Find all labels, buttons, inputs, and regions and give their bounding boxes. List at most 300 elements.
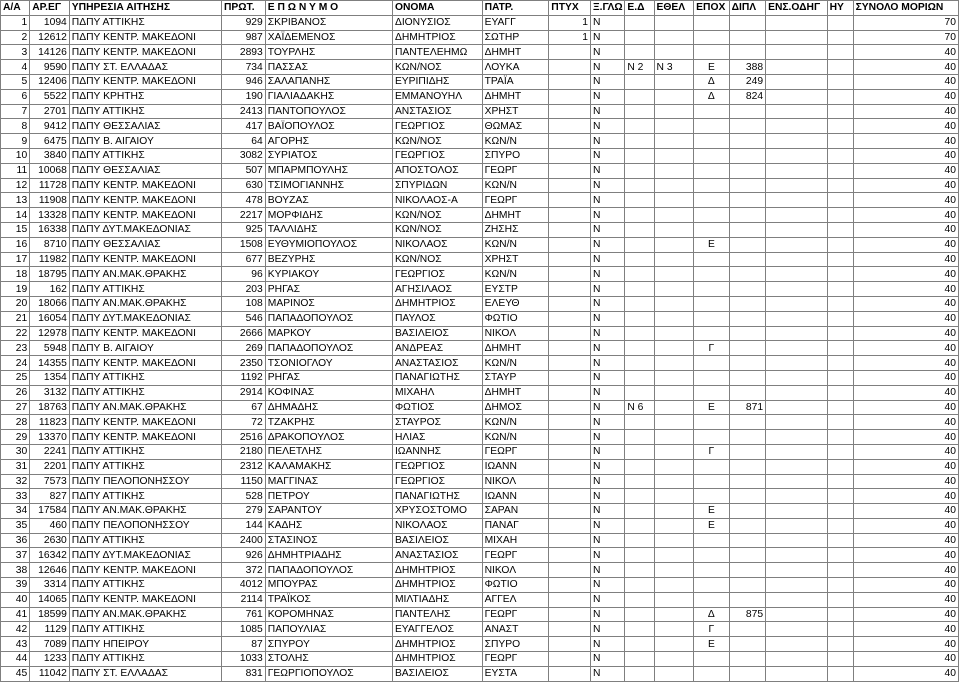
cell-ypiresia: ΠΔΠΥ ΚΕΝΤΡ. ΜΑΚΕΔΟΝΙ — [69, 74, 221, 89]
cell-synolo: 40 — [853, 578, 958, 593]
cell-epoch: Ε — [694, 400, 729, 415]
cell-dipl — [729, 208, 765, 223]
cell-epoch: Ε — [694, 237, 729, 252]
cell-patr: ΔΗΜΟΣ — [482, 400, 549, 415]
cell-patr: ΘΩΜΑΣ — [482, 119, 549, 134]
cell-ptych — [549, 267, 591, 282]
cell-hy — [827, 341, 853, 356]
cell-ed — [625, 652, 654, 667]
cell-eponymo: ΧΑΪΔΕΜΕΝΟΣ — [265, 30, 392, 45]
cell-onoma: ΓΕΩΡΓΙΟΣ — [392, 148, 482, 163]
cell-ethel — [654, 370, 694, 385]
header-synolo: ΣΥΝΟΛΟ ΜΟΡΙΩΝ — [853, 1, 958, 16]
cell-ed — [625, 356, 654, 371]
cell-prot: 831 — [221, 666, 265, 681]
cell-ypiresia: ΠΔΠΥ ΣΤ. ΕΛΛΑΔΑΣ — [69, 666, 221, 681]
cell-aa: 24 — [1, 356, 30, 371]
cell-onoma: ΠΑΝΑΓΙΩΤΗΣ — [392, 370, 482, 385]
cell-ypiresia: ΠΔΠΥ ΚΕΝΤΡ. ΜΑΚΕΔΟΝΙ — [69, 430, 221, 445]
cell-ed — [625, 15, 654, 30]
header-ptych: ΠΤΥΧ — [549, 1, 591, 16]
cell-epoch — [694, 252, 729, 267]
cell-ethel — [654, 474, 694, 489]
cell-aa: 34 — [1, 504, 30, 519]
cell-ethel — [654, 622, 694, 637]
cell-prot: 1508 — [221, 237, 265, 252]
cell-epoch: Δ — [694, 89, 729, 104]
cell-prot: 761 — [221, 607, 265, 622]
cell-ar-eg: 11982 — [30, 252, 70, 267]
cell-synolo: 40 — [853, 267, 958, 282]
cell-synolo: 40 — [853, 60, 958, 75]
table-row — [1, 370, 959, 385]
cell-ptych — [549, 444, 591, 459]
cell-aa: 5 — [1, 74, 30, 89]
cell-patr: ΓΕΩΡΓ — [482, 193, 549, 208]
cell-ens-odig — [766, 89, 828, 104]
table-row — [1, 193, 959, 208]
cell-synolo: 40 — [853, 607, 958, 622]
cell-onoma: ΧΡΥΣΟΣΤΟΜΟ — [392, 504, 482, 519]
cell-aa: 22 — [1, 326, 30, 341]
cell-ptych — [549, 45, 591, 60]
cell-ens-odig — [766, 30, 828, 45]
cell-ar-eg: 7089 — [30, 637, 70, 652]
cell-epoch — [694, 163, 729, 178]
table-row — [1, 415, 959, 430]
table-row — [1, 400, 959, 415]
cell-hy — [827, 45, 853, 60]
cell-eponymo: ΡΗΓΑΣ — [265, 282, 392, 297]
cell-ypiresia: ΠΔΠΥ ΑΝ.ΜΑΚ.ΘΡΑΚΗΣ — [69, 504, 221, 519]
cell-prot: 2180 — [221, 444, 265, 459]
cell-hy — [827, 444, 853, 459]
cell-onoma: ΒΑΣΙΛΕΙΟΣ — [392, 533, 482, 548]
cell-synolo: 70 — [853, 15, 958, 30]
cell-ypiresia: ΠΔΠΥ ΣΤ. ΕΛΛΑΔΑΣ — [69, 60, 221, 75]
cell-ar-eg: 1094 — [30, 15, 70, 30]
cell-hy — [827, 489, 853, 504]
cell-onoma: ΝΙΚΟΛΑΟΣ — [392, 237, 482, 252]
cell-synolo: 40 — [853, 45, 958, 60]
cell-prot: 1033 — [221, 652, 265, 667]
cell-ed — [625, 444, 654, 459]
cell-epoch — [694, 430, 729, 445]
cell-ens-odig — [766, 163, 828, 178]
table-row — [1, 356, 959, 371]
cell-ypiresia: ΠΔΠΥ ΑΤΤΙΚΗΣ — [69, 533, 221, 548]
cell-ed — [625, 296, 654, 311]
cell-ens-odig — [766, 267, 828, 282]
cell-ed — [625, 548, 654, 563]
cell-ptych — [549, 60, 591, 75]
cell-patr: ΖΗΣΗΣ — [482, 222, 549, 237]
cell-prot: 96 — [221, 267, 265, 282]
cell-eponymo: ΤΑΛΛΙΔΗΣ — [265, 222, 392, 237]
table-row — [1, 178, 959, 193]
cell-ar-eg: 2241 — [30, 444, 70, 459]
cell-xgl: Ν — [590, 504, 624, 519]
cell-ypiresia: ΠΔΠΥ ΠΕΛΟΠΟΝΗΣΣΟΥ — [69, 474, 221, 489]
cell-ed — [625, 74, 654, 89]
cell-ar-eg: 8710 — [30, 237, 70, 252]
cell-ethel — [654, 74, 694, 89]
cell-ed: Ν 6 — [625, 400, 654, 415]
cell-aa: 8 — [1, 119, 30, 134]
cell-prot: 630 — [221, 178, 265, 193]
cell-onoma: ΣΠΥΡΙΔΩΝ — [392, 178, 482, 193]
cell-ed — [625, 459, 654, 474]
cell-ethel — [654, 45, 694, 60]
cell-ed — [625, 578, 654, 593]
cell-ed: Ν 2 — [625, 60, 654, 75]
cell-ptych — [549, 208, 591, 223]
cell-onoma: ΓΕΩΡΓΙΟΣ — [392, 119, 482, 134]
cell-ptych — [549, 474, 591, 489]
cell-xgl: Ν — [590, 104, 624, 119]
table-row — [1, 134, 959, 149]
cell-epoch: Γ — [694, 341, 729, 356]
cell-xgl: Ν — [590, 341, 624, 356]
cell-ar-eg: 11042 — [30, 666, 70, 681]
cell-patr: ΚΩΝ/Ν — [482, 356, 549, 371]
cell-dipl — [729, 163, 765, 178]
cell-ens-odig — [766, 533, 828, 548]
cell-dipl — [729, 370, 765, 385]
cell-synolo: 40 — [853, 504, 958, 519]
cell-patr: ΓΕΩΡΓ — [482, 163, 549, 178]
cell-xgl: Ν — [590, 222, 624, 237]
cell-hy — [827, 193, 853, 208]
cell-ethel — [654, 163, 694, 178]
cell-epoch — [694, 370, 729, 385]
cell-patr: ΕΛΕΥΘ — [482, 296, 549, 311]
cell-prot: 3082 — [221, 148, 265, 163]
cell-ptych: 1 — [549, 15, 591, 30]
cell-patr: ΑΓΓΕΛ — [482, 592, 549, 607]
cell-dipl — [729, 30, 765, 45]
cell-aa: 27 — [1, 400, 30, 415]
cell-synolo: 40 — [853, 356, 958, 371]
cell-ar-eg: 12646 — [30, 563, 70, 578]
cell-prot: 2400 — [221, 533, 265, 548]
cell-hy — [827, 474, 853, 489]
cell-ypiresia: ΠΔΠΥ ΑΤΤΙΚΗΣ — [69, 148, 221, 163]
cell-ar-eg: 12612 — [30, 30, 70, 45]
table-row — [1, 163, 959, 178]
cell-patr: ΚΩΝ/Ν — [482, 267, 549, 282]
cell-xgl: Ν — [590, 134, 624, 149]
cell-ptych — [549, 311, 591, 326]
cell-eponymo: ΒΑΪΟΠΟΥΛΟΣ — [265, 119, 392, 134]
cell-epoch — [694, 148, 729, 163]
cell-dipl — [729, 592, 765, 607]
cell-ed — [625, 163, 654, 178]
cell-synolo: 40 — [853, 444, 958, 459]
header-row — [1, 1, 959, 16]
cell-xgl: Ν — [590, 607, 624, 622]
cell-onoma: ΜΙΛΤΙΑΔΗΣ — [392, 592, 482, 607]
cell-aa: 39 — [1, 578, 30, 593]
cell-prot: 1150 — [221, 474, 265, 489]
cell-ptych — [549, 489, 591, 504]
header-onoma: ΟΝΟΜΑ — [392, 1, 482, 16]
cell-ar-eg: 3314 — [30, 578, 70, 593]
cell-aa: 19 — [1, 282, 30, 297]
cell-synolo: 40 — [853, 134, 958, 149]
cell-ptych — [549, 548, 591, 563]
table-row — [1, 267, 959, 282]
cell-hy — [827, 148, 853, 163]
cell-eponymo: ΣΚΡΙΒΑΝΟΣ — [265, 15, 392, 30]
cell-eponymo: ΤΡΑΪΚΟΣ — [265, 592, 392, 607]
cell-dipl — [729, 326, 765, 341]
table-row — [1, 666, 959, 681]
cell-hy — [827, 415, 853, 430]
cell-ar-eg: 2630 — [30, 533, 70, 548]
cell-eponymo: ΒΕΖΥΡΗΣ — [265, 252, 392, 267]
cell-ar-eg: 1129 — [30, 622, 70, 637]
cell-dipl — [729, 148, 765, 163]
cell-epoch — [694, 30, 729, 45]
cell-ptych — [549, 637, 591, 652]
cell-dipl — [729, 548, 765, 563]
cell-ypiresia: ΠΔΠΥ ΚΕΝΤΡ. ΜΑΚΕΔΟΝΙ — [69, 326, 221, 341]
cell-epoch: Ε — [694, 637, 729, 652]
cell-onoma: ΠΑΝΤΕΛΗΣ — [392, 607, 482, 622]
cell-dipl — [729, 518, 765, 533]
header-epoch: ΕΠΟΧ — [694, 1, 729, 16]
cell-ens-odig — [766, 430, 828, 445]
cell-ethel — [654, 326, 694, 341]
cell-synolo: 40 — [853, 119, 958, 134]
cell-ethel — [654, 518, 694, 533]
cell-aa: 29 — [1, 430, 30, 445]
cell-ptych — [549, 607, 591, 622]
cell-ptych — [549, 578, 591, 593]
cell-onoma: ΑΓΗΣΙΛΑΟΣ — [392, 282, 482, 297]
cell-eponymo: ΔΡΑΚΟΠΟΥΛΟΣ — [265, 430, 392, 445]
cell-ens-odig — [766, 444, 828, 459]
cell-aa: 9 — [1, 134, 30, 149]
cell-ar-eg: 16342 — [30, 548, 70, 563]
cell-xgl: Ν — [590, 267, 624, 282]
cell-ar-eg: 17584 — [30, 504, 70, 519]
cell-ethel — [654, 237, 694, 252]
cell-ed — [625, 193, 654, 208]
cell-xgl: Ν — [590, 208, 624, 223]
cell-epoch: Δ — [694, 607, 729, 622]
cell-patr: ΓΕΩΡΓ — [482, 607, 549, 622]
cell-ens-odig — [766, 459, 828, 474]
table-row — [1, 637, 959, 652]
cell-synolo: 40 — [853, 518, 958, 533]
cell-prot: 677 — [221, 252, 265, 267]
cell-ypiresia: ΠΔΠΥ ΔΥΤ.ΜΑΚΕΔΟΝΙΑΣ — [69, 222, 221, 237]
cell-xgl: Ν — [590, 474, 624, 489]
table-row — [1, 607, 959, 622]
cell-aa: 45 — [1, 666, 30, 681]
table-row — [1, 119, 959, 134]
cell-ed — [625, 370, 654, 385]
cell-xgl: Ν — [590, 563, 624, 578]
cell-onoma: ΔΗΜΗΤΡΙΟΣ — [392, 578, 482, 593]
cell-ptych — [549, 163, 591, 178]
cell-prot: 987 — [221, 30, 265, 45]
cell-ens-odig — [766, 296, 828, 311]
cell-patr: ΔΗΜΗΤ — [482, 45, 549, 60]
cell-dipl: 871 — [729, 400, 765, 415]
table-row — [1, 237, 959, 252]
cell-ed — [625, 267, 654, 282]
cell-prot: 528 — [221, 489, 265, 504]
cell-ypiresia: ΠΔΠΥ ΚΕΝΤΡ. ΜΑΚΕΔΟΝΙ — [69, 356, 221, 371]
cell-onoma: ΑΝΑΣΤΑΣΙΟΣ — [392, 548, 482, 563]
cell-patr: ΝΙΚΟΛ — [482, 474, 549, 489]
cell-dipl — [729, 252, 765, 267]
cell-xgl: Ν — [590, 193, 624, 208]
cell-hy — [827, 30, 853, 45]
cell-xgl: Ν — [590, 30, 624, 45]
cell-patr: ΔΗΜΗΤ — [482, 385, 549, 400]
cell-aa: 18 — [1, 267, 30, 282]
cell-aa: 33 — [1, 489, 30, 504]
cell-ethel — [654, 148, 694, 163]
cell-prot: 478 — [221, 193, 265, 208]
cell-ypiresia: ΠΔΠΥ ΑΤΤΙΚΗΣ — [69, 370, 221, 385]
cell-prot: 2914 — [221, 385, 265, 400]
cell-ypiresia: ΠΔΠΥ ΚΕΝΤΡ. ΜΑΚΕΔΟΝΙ — [69, 415, 221, 430]
cell-ed — [625, 385, 654, 400]
cell-epoch — [694, 326, 729, 341]
cell-epoch — [694, 208, 729, 223]
cell-eponymo: ΠΕΤΡΟΥ — [265, 489, 392, 504]
cell-ethel — [654, 89, 694, 104]
cell-prot: 926 — [221, 548, 265, 563]
cell-patr: ΔΗΜΗΤ — [482, 208, 549, 223]
cell-hy — [827, 370, 853, 385]
cell-ptych — [549, 459, 591, 474]
cell-onoma: ΔΙΟΝΥΣΙΟΣ — [392, 15, 482, 30]
cell-ypiresia: ΠΔΠΥ ΑΤΤΙΚΗΣ — [69, 104, 221, 119]
cell-ens-odig — [766, 385, 828, 400]
table-row — [1, 15, 959, 30]
cell-eponymo: ΣΤΑΣΙΝΟΣ — [265, 533, 392, 548]
table-row — [1, 548, 959, 563]
cell-aa: 43 — [1, 637, 30, 652]
cell-epoch — [694, 578, 729, 593]
cell-synolo: 40 — [853, 459, 958, 474]
cell-ptych — [549, 341, 591, 356]
cell-aa: 13 — [1, 193, 30, 208]
cell-ens-odig — [766, 104, 828, 119]
cell-patr: ΦΩΤΙΟ — [482, 311, 549, 326]
cell-prot: 2217 — [221, 208, 265, 223]
cell-epoch — [694, 592, 729, 607]
cell-synolo: 40 — [853, 533, 958, 548]
cell-eponymo: ΓΙΑΛΙΑΔΑΚΗΣ — [265, 89, 392, 104]
cell-xgl: Ν — [590, 148, 624, 163]
cell-epoch — [694, 385, 729, 400]
table-row — [1, 533, 959, 548]
cell-xgl: Ν — [590, 370, 624, 385]
cell-aa: 12 — [1, 178, 30, 193]
cell-ptych — [549, 666, 591, 681]
table-row — [1, 504, 959, 519]
cell-hy — [827, 400, 853, 415]
cell-ar-eg: 11728 — [30, 178, 70, 193]
cell-synolo: 40 — [853, 148, 958, 163]
cell-xgl: Ν — [590, 459, 624, 474]
header-dipl: ΔΙΠΛ — [729, 1, 765, 16]
cell-hy — [827, 548, 853, 563]
cell-ed — [625, 607, 654, 622]
table-row — [1, 60, 959, 75]
cell-onoma: ΕΜΜΑΝΟΥΗΛ — [392, 89, 482, 104]
cell-ed — [625, 89, 654, 104]
cell-synolo: 40 — [853, 296, 958, 311]
cell-aa: 25 — [1, 370, 30, 385]
cell-ethel — [654, 15, 694, 30]
cell-patr: ΝΙΚΟΛ — [482, 563, 549, 578]
cell-patr: ΚΩΝ/Ν — [482, 415, 549, 430]
cell-synolo: 40 — [853, 178, 958, 193]
cell-xgl: Ν — [590, 311, 624, 326]
cell-patr: ΧΡΗΣΤ — [482, 104, 549, 119]
cell-ed — [625, 341, 654, 356]
cell-ar-eg: 18066 — [30, 296, 70, 311]
cell-synolo: 40 — [853, 563, 958, 578]
cell-ptych — [549, 504, 591, 519]
cell-ethel — [654, 178, 694, 193]
cell-prot: 417 — [221, 119, 265, 134]
cell-synolo: 40 — [853, 652, 958, 667]
cell-hy — [827, 504, 853, 519]
cell-ypiresia: ΠΔΠΥ ΘΕΣΣΑΛΙΑΣ — [69, 163, 221, 178]
table-row — [1, 208, 959, 223]
cell-ar-eg: 9412 — [30, 119, 70, 134]
cell-ypiresia: ΠΔΠΥ ΑΤΤΙΚΗΣ — [69, 489, 221, 504]
cell-xgl: Ν — [590, 578, 624, 593]
cell-patr: ΑΝΑΣΤ — [482, 622, 549, 637]
cell-ptych — [549, 222, 591, 237]
cell-ar-eg: 18795 — [30, 267, 70, 282]
table-row — [1, 430, 959, 445]
cell-ed — [625, 637, 654, 652]
cell-ethel — [654, 666, 694, 681]
cell-epoch: Γ — [694, 444, 729, 459]
cell-ar-eg: 12978 — [30, 326, 70, 341]
cell-hy — [827, 385, 853, 400]
cell-dipl — [729, 104, 765, 119]
header-ar-eg: ΑΡ.ΕΓ — [30, 1, 70, 16]
cell-ypiresia: ΠΔΠΥ ΠΕΛΟΠΟΝΗΣΣΟΥ — [69, 518, 221, 533]
cell-ypiresia: ΠΔΠΥ Β. ΑΙΓΑΙΟΥ — [69, 134, 221, 149]
cell-xgl: Ν — [590, 548, 624, 563]
cell-ptych: 1 — [549, 30, 591, 45]
cell-aa: 30 — [1, 444, 30, 459]
cell-ar-eg: 7573 — [30, 474, 70, 489]
cell-dipl — [729, 119, 765, 134]
cell-prot: 279 — [221, 504, 265, 519]
cell-epoch: Ε — [694, 504, 729, 519]
cell-dipl: 388 — [729, 60, 765, 75]
cell-ar-eg: 11908 — [30, 193, 70, 208]
cell-ptych — [549, 652, 591, 667]
cell-eponymo: ΜΠΑΡΜΠΟΥΛΗΣ — [265, 163, 392, 178]
table-row — [1, 444, 959, 459]
cell-ens-odig — [766, 119, 828, 134]
